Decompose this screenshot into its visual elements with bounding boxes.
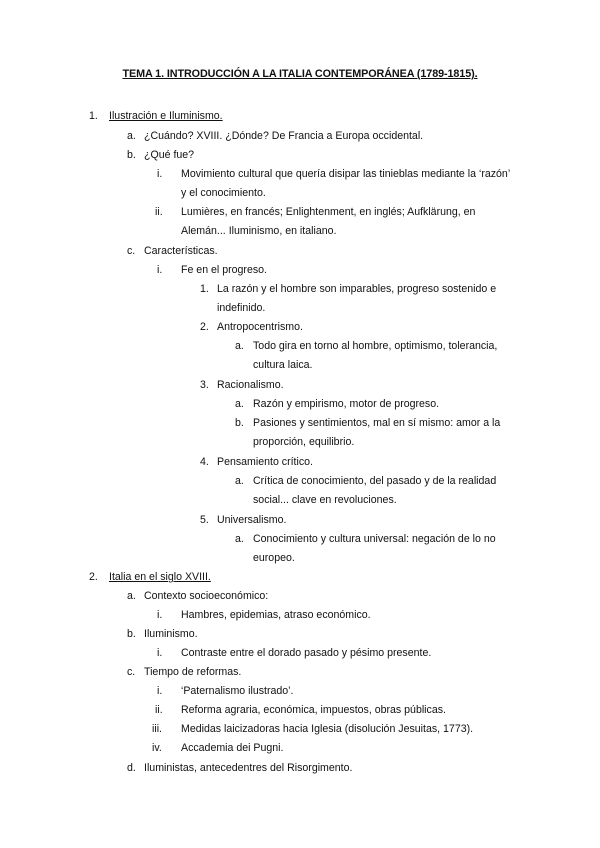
list-marker: i. bbox=[157, 168, 163, 180]
list-item-text: ¿Qué fue? bbox=[144, 149, 195, 161]
list-marker: d. bbox=[127, 762, 136, 774]
list-marker: a. bbox=[235, 398, 244, 410]
list-marker: 1. bbox=[200, 283, 209, 295]
list-item-text: Conocimiento y cultura universal: negación de lo no bbox=[253, 533, 496, 545]
list-marker: ii. bbox=[155, 704, 163, 716]
list-item-text: Contraste entre el dorado pasado y pésimo presente. bbox=[181, 647, 432, 659]
section-number: 1. bbox=[89, 110, 98, 122]
list-item-text: indefinido. bbox=[217, 302, 266, 314]
list-item-text: Alemán... Iluminismo, en italiano. bbox=[181, 225, 337, 237]
list-marker: ii. bbox=[155, 206, 163, 218]
document-title: TEMA 1. INTRODUCCIÓN A LA ITALIA CONTEMPORÁNEA (1789-1815). bbox=[122, 68, 478, 80]
list-item-text: Iluminismo. bbox=[144, 628, 198, 640]
list-item-text: Universalismo. bbox=[217, 514, 287, 526]
list-marker: b. bbox=[127, 628, 136, 640]
list-item-text: Razón y empirismo, motor de progreso. bbox=[253, 398, 440, 410]
list-item-text: Contexto socioeconómico: bbox=[144, 590, 269, 602]
list-marker: a. bbox=[235, 340, 244, 352]
list-marker: c. bbox=[127, 245, 136, 257]
list-item-text: social... clave en revoluciones. bbox=[253, 494, 397, 506]
list-marker: c. bbox=[127, 666, 136, 678]
list-marker: 3. bbox=[200, 379, 209, 391]
list-marker: 2. bbox=[200, 321, 209, 333]
list-marker: a. bbox=[235, 533, 244, 545]
list-item-text: ¿Cuándo? XVIII. ¿Dónde? De Francia a Europa occidental. bbox=[144, 130, 424, 142]
list-item-text: Movimiento cultural que quería disipar las tinieblas mediante la ‘razón’ bbox=[181, 168, 511, 180]
list-marker: 5. bbox=[200, 514, 209, 526]
list-marker: b. bbox=[235, 417, 244, 429]
list-item-text: Características. bbox=[144, 245, 218, 257]
list-item-text: Fe en el progreso. bbox=[181, 264, 267, 276]
list-marker: i. bbox=[157, 647, 163, 659]
list-marker: i. bbox=[157, 685, 163, 697]
list-item-text: Iluministas, antecedentres del Risorgimento. bbox=[144, 762, 353, 774]
list-item-text: Antropocentrismo. bbox=[217, 321, 303, 333]
list-item-text: Reforma agraria, económica, impuestos, obras públicas. bbox=[181, 704, 446, 716]
list-marker: b. bbox=[127, 149, 136, 161]
list-marker: iv. bbox=[152, 742, 162, 754]
list-item-text: Tiempo de reformas. bbox=[144, 666, 242, 678]
list-marker: 4. bbox=[200, 456, 209, 468]
list-marker: a. bbox=[127, 590, 136, 602]
list-item-text: cultura laica. bbox=[253, 359, 313, 371]
list-item-text: europeo. bbox=[253, 552, 295, 564]
list-item-text: Todo gira en torno al hombre, optimismo, tolerancia, bbox=[253, 340, 498, 352]
list-marker: a. bbox=[235, 475, 244, 487]
list-item-text: Pasiones y sentimientos, mal en sí mismo: amor a la bbox=[253, 417, 501, 429]
list-item-text: La razón y el hombre son imparables, progreso sostenido e bbox=[217, 283, 497, 295]
list-item-text: Lumières, en francés; Enlightenment, en inglés; Aufklärung, en bbox=[181, 206, 476, 218]
list-item-text: Crítica de conocimiento, del pasado y de la realidad bbox=[253, 475, 497, 487]
list-marker: i. bbox=[157, 264, 163, 276]
list-item-text: Pensamiento crítico. bbox=[217, 456, 313, 468]
section-number: 2. bbox=[89, 571, 98, 583]
list-item-text: Accademia dei Pugni. bbox=[181, 742, 284, 754]
list-item-text: ‘Paternalismo ilustrado’. bbox=[181, 685, 294, 697]
list-item-text: Hambres, epidemias, atraso económico. bbox=[181, 609, 371, 621]
list-item-text: y el conocimiento. bbox=[181, 187, 266, 199]
list-item-text: Medidas laicizadoras hacia Iglesia (disolución Jesuitas, 1773). bbox=[181, 723, 474, 735]
section-heading: Ilustración e Iluminismo. bbox=[109, 110, 223, 122]
list-marker: a. bbox=[127, 130, 136, 142]
list-item-text: Racionalismo. bbox=[217, 379, 284, 391]
list-marker: i. bbox=[157, 609, 163, 621]
list-item-text: proporción, equilibrio. bbox=[253, 436, 355, 448]
section-heading: Italia en el siglo XVIII. bbox=[109, 571, 211, 583]
list-marker: iii. bbox=[152, 723, 163, 735]
